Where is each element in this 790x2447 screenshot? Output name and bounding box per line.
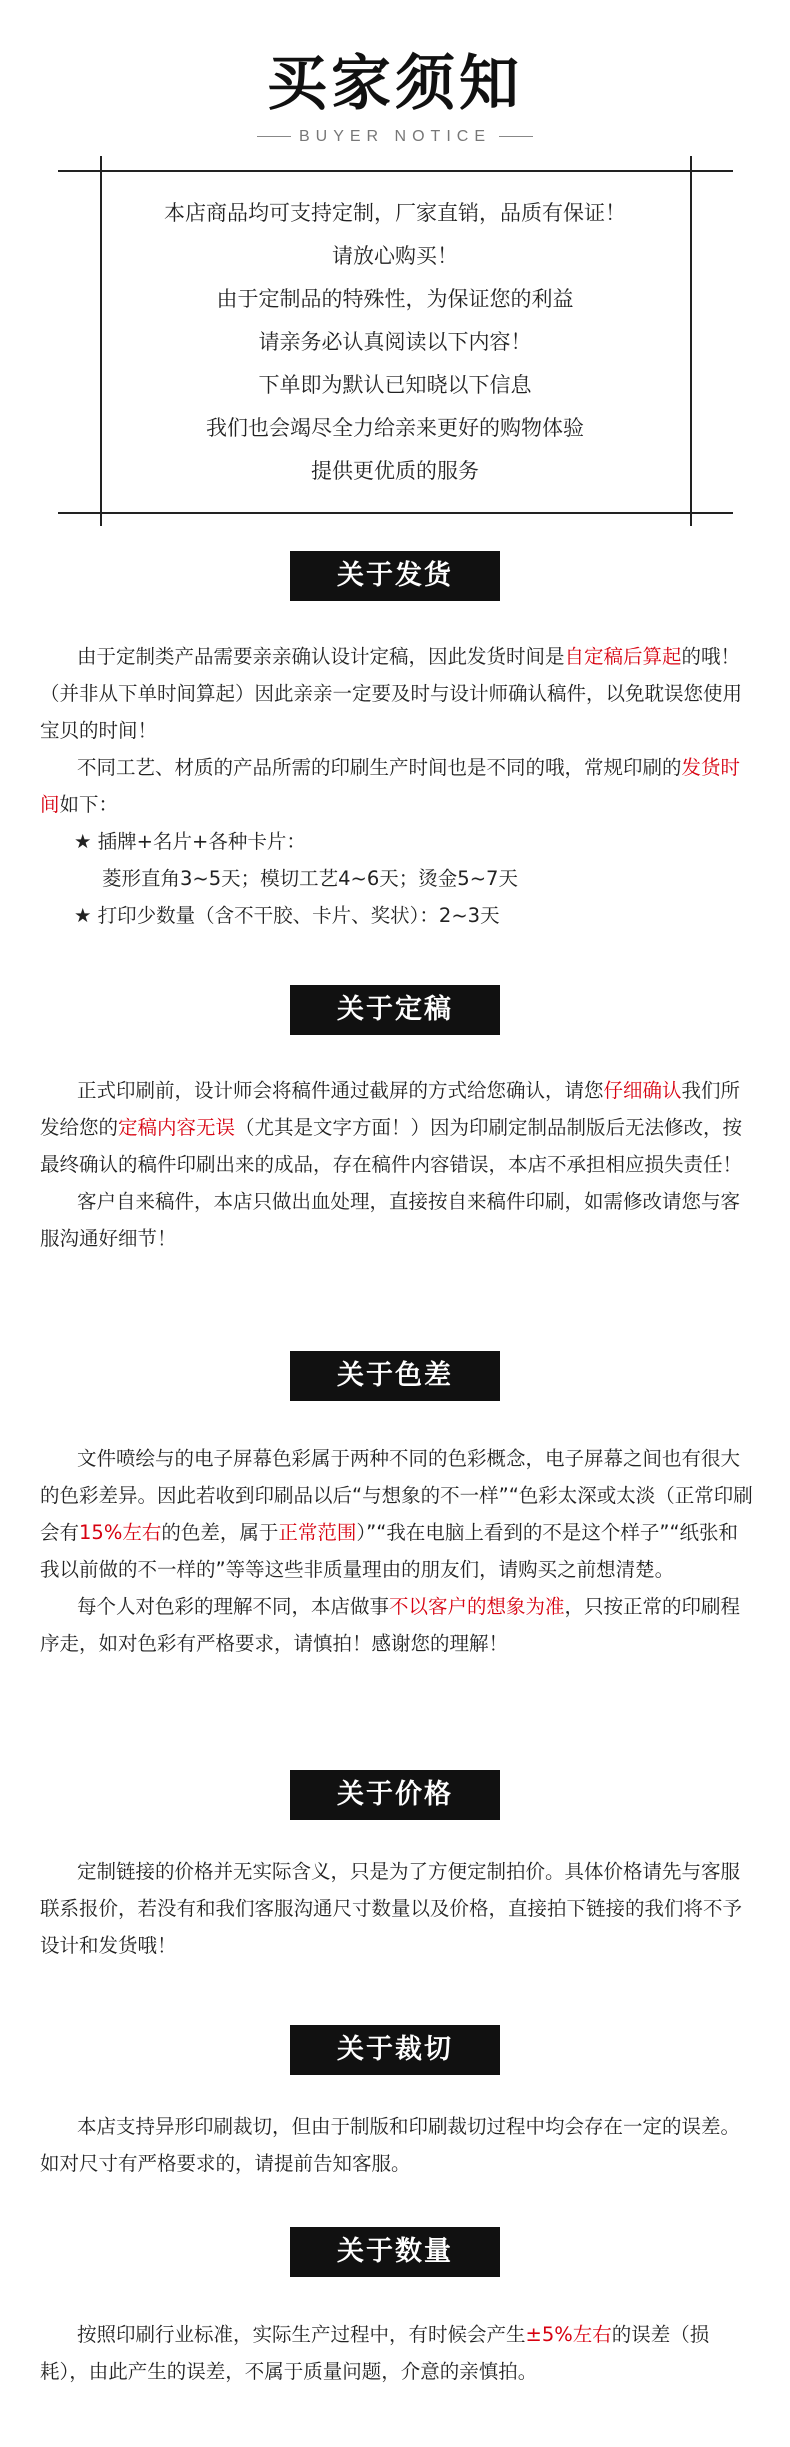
shipping-item-cards: ★ 插牌+名片+各种卡片： — [74, 830, 306, 853]
text: 如下： — [59, 793, 119, 816]
intro-line: 由于定制品的特殊性，为保证您的利益 — [216, 287, 574, 311]
section-body-proof — [40, 1072, 755, 1257]
shipping-paragraph-1 — [40, 638, 755, 749]
frame-right-line — [690, 156, 692, 526]
section-title-shipping: 关于发货 — [290, 551, 500, 601]
quantity-paragraph-1 — [40, 2316, 755, 2390]
price-paragraph-1: 定制链接的价格并无实际含义，只是为了方便定制拍价。具体价格请先与客服联系报价，若没有和我们客服沟通尺寸数量以及价格，直接拍下链接的我们将不予设计和发货哦！ — [40, 1860, 743, 1957]
intro-text — [100, 192, 690, 493]
subtitle-text: BUYER NOTICE — [298, 128, 491, 145]
proof-paragraph-2: 客户自来稿件，本店只做出血处理，直接按自来稿件印刷，如需修改请您与客服沟通好细节！ — [40, 1190, 741, 1250]
highlight-text: 发货时间 — [40, 756, 741, 816]
shipping-item-small-print: ★ 打印少数量（含不干胶、卡片、奖状）：2~3天 — [74, 904, 500, 927]
highlight-text: 自定稿后算起 — [564, 645, 682, 668]
text: 我们所发给您的 — [40, 1079, 741, 1139]
page-title: 买家须知 — [267, 49, 523, 119]
section-title-cutting: 关于裁切 — [290, 2025, 500, 2075]
section-title-price: 关于价格 — [290, 1770, 500, 1820]
highlight-text: 15%左右 — [79, 1521, 162, 1544]
text: 每个人对色彩的理解不同，本店做事 — [77, 1595, 390, 1618]
highlight-text: 正常范围 — [278, 1521, 357, 1544]
intro-line: 我们也会竭尽全力给亲来更好的购物体验 — [206, 416, 584, 440]
text: ）”“我在电脑上看到的不是这个样子”“纸张和我以前做的不一样的”等等这些非质量理由的朋友们，请购买之前想清楚。 — [40, 1521, 739, 1581]
highlight-text: 仔细确认 — [603, 1079, 682, 1102]
text: 的误差（损耗），由此产生的误差，不属于质量问题，介意的亲慎拍。 — [40, 2323, 710, 2383]
intro-line: 请亲务必认真阅读以下内容！ — [258, 330, 532, 354]
intro-line: 本店商品均可支持定制，厂家直销，品质有保证！ — [164, 201, 626, 225]
highlight-text: ±5%左右 — [525, 2323, 612, 2346]
section-body-price — [40, 1853, 755, 1964]
section-title-color: 关于色差 — [290, 1351, 500, 1401]
section-body-quantity — [40, 2316, 755, 2390]
color-paragraph-1 — [40, 1440, 755, 1588]
frame-top-line — [58, 170, 733, 172]
section-title-quantity: 关于数量 — [290, 2227, 500, 2277]
text: 的哦！（并非从下单时间算起）因此亲亲一定要及时与设计师确认稿件，以免耽误您使用宝贝的时间！ — [40, 645, 743, 742]
highlight-text: 不以客户的想象为准 — [389, 1595, 565, 1618]
text: 不同工艺、材质的产品所需的印刷生产时间也是不同的哦，常规印刷的 — [77, 756, 682, 779]
intro-line: 请放心购买！ — [332, 244, 458, 268]
section-body-color — [40, 1440, 755, 1662]
section-body-shipping — [40, 638, 755, 934]
text: 文件喷绘与的电子屏幕色彩属于两种不同的色彩概念，电子屏幕之间也有很大的色彩差异。因此若收到印刷品以后“与想象的不一样”“色彩太深或太淡（正常印刷会有 — [40, 1447, 753, 1544]
section-body-cutting — [40, 2108, 755, 2182]
cutting-paragraph-1: 本店支持异形印刷裁切，但由于制版和印刷裁切过程中均会存在一定的误差。如对尺寸有严格要求的，请提前告知客服。 — [40, 2115, 741, 2175]
text: ，只按正常的印刷程序走，如对色彩有严格要求，请慎拍！感谢您的理解！ — [40, 1595, 741, 1655]
text: 按照印刷行业标准，实际生产过程中，有时候会产生 — [77, 2323, 526, 2346]
intro-line: 下单即为默认已知晓以下信息 — [258, 373, 532, 397]
text: 正式印刷前，设计师会将稿件通过截屏的方式给您确认，请您 — [77, 1079, 604, 1102]
color-paragraph-2 — [40, 1588, 755, 1662]
proof-paragraph-1 — [40, 1072, 755, 1183]
shipping-item-cards-detail: 菱形直角3~5天；模切工艺4~6天；烫金5~7天 — [102, 867, 518, 890]
intro-line: 提供更优质的服务 — [311, 459, 479, 483]
highlight-text: 定稿内容无误 — [118, 1116, 236, 1139]
text: （尤其是文字方面！）因为印刷定制品制版后无法修改，按最终确认的稿件印刷出来的成品，存在稿件内容错误，本店不承担相应损失责任！ — [40, 1116, 743, 1176]
section-title-proof: 关于定稿 — [290, 985, 500, 1035]
text: 由于定制类产品需要亲亲确认设计定稿，因此发货时间是 — [77, 645, 565, 668]
text: 的色差，属于 — [161, 1521, 279, 1544]
shipping-paragraph-2 — [40, 749, 755, 823]
frame-bottom-line — [58, 512, 733, 514]
